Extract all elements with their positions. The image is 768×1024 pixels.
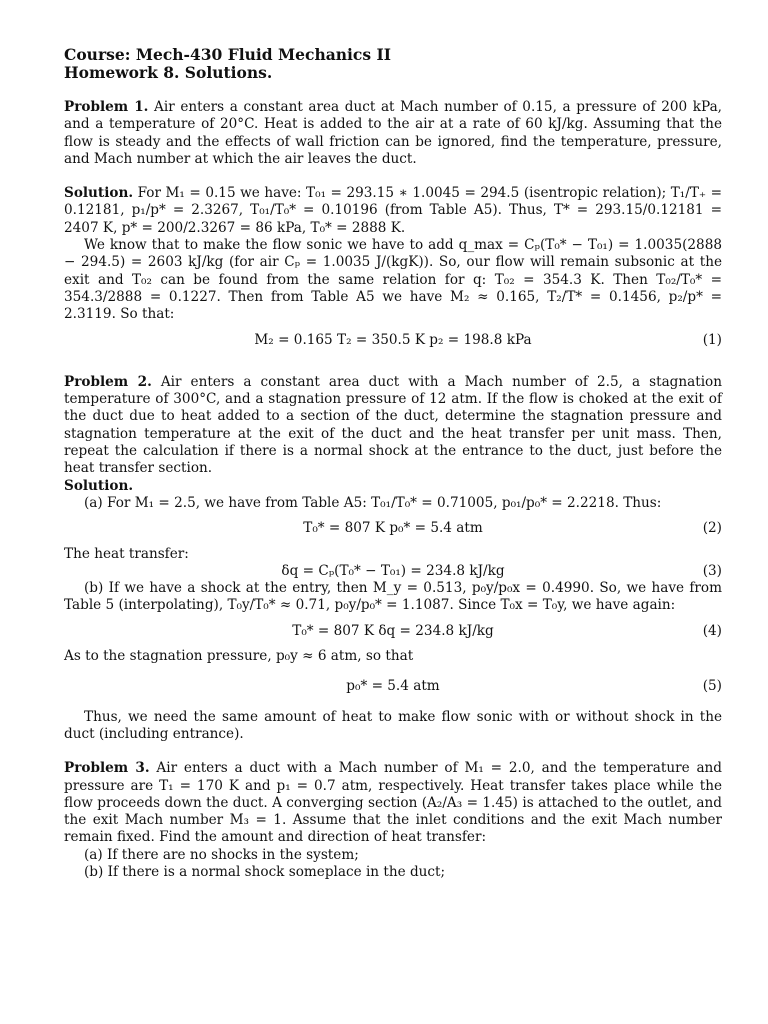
equation-5-expression: p₀* = 5.4 atm <box>346 678 440 695</box>
course-title: Course: Mech-430 Fluid Mechanics II <box>64 45 391 64</box>
equation-5 <box>64 678 722 695</box>
equation-1-expression: M₂ = 0.165 T₂ = 350.5 K p₂ = 198.8 kPa <box>254 331 532 348</box>
problem-1 <box>64 99 722 349</box>
solution-1-paragraph-2: We know that to make the flow sonic we have to add q_max = Cₚ(T₀* − T₀₁) = 1.0035(2888 − 294.5) = 2603 kJ/kg (for air Cₚ = 1.0035 J/(kgK)). So, our flow will remain subsonic at the exit and T₀₂ can be found from the same relation for q: T₀₂ = 354.3 K. Then T₀₂/T₀* = 354.3/2888 = 0.1227. Then from Table A5 we have M₂ ≈ 0.165, T₂/T* = 0.1456, p₂/p* = 2.3119. So that: <box>64 237 722 323</box>
equation-3-number: (3) <box>702 562 722 579</box>
problem-1-statement <box>64 99 722 168</box>
homework-title: Homework 8. Solutions. <box>64 63 273 82</box>
solution-2-conclusion: Thus, we need the same amount of heat to make flow sonic with or without shock in the duct (including entrance). <box>64 708 722 742</box>
problem-2-solution-heading: Solution. <box>64 477 134 494</box>
equation-4-expression: T₀* = 807 K δq = 234.8 kJ/kg <box>292 622 494 639</box>
equation-2-expression: T₀* = 807 K p₀* = 5.4 atm <box>303 520 483 537</box>
equation-5-number: (5) <box>702 678 722 695</box>
problem-3-text: Air enters a duct with a Mach number of M₁ = 2.0, and the temperature and pressure are T₁ = 170 K and p₁ = 0.7 atm, respectively. Heat transfer takes place while the flow proceeds down the duct. A converging section (A₂/A₃ = 1.45) is attached to the outlet, and the exit Mach number M₃ = 1. Assume that the inlet conditions and the exit Mach number remain fixed. Find the amount and direction of heat transfer: <box>64 760 723 846</box>
problem-2 <box>64 374 722 743</box>
stagnation-pressure-text: As to the stagnation pressure, p₀y ≈ 6 atm, so that <box>64 648 414 665</box>
problem-3-label: Problem 3. <box>64 760 150 777</box>
equation-1 <box>64 332 722 349</box>
equation-2-number: (2) <box>702 520 722 537</box>
problem-1-text: Air enters a constant area duct at Mach number of 0.15, a pressure of 200 kPa, and a temperature of 20°C. Heat is added to the air at a rate of 60 kJ/kg. Assuming that the flow is steady and the effects of wall friction can be ignored, find the temperature, pressure, and Mach number at which the air leaves the duct. <box>64 99 722 167</box>
heat-transfer-label: The heat transfer: <box>64 545 189 562</box>
problem-3 <box>64 760 722 881</box>
problem-3-statement <box>64 760 722 846</box>
problem-2-label: Problem 2. <box>64 373 152 390</box>
solution-1-label: Solution. <box>64 185 134 202</box>
page-header <box>64 46 722 82</box>
problem-2-statement <box>64 374 722 478</box>
document-page <box>64 46 722 881</box>
equation-4-number: (4) <box>702 622 722 639</box>
equation-1-number: (1) <box>702 331 722 348</box>
problem-3-item-a: (a) If there are no shocks in the system; <box>84 846 359 863</box>
problem-1-label: Problem 1. <box>64 99 149 115</box>
equation-2 <box>64 520 722 537</box>
equation-4 <box>64 623 722 640</box>
solution-2-part-a: (a) For M₁ = 2.5, we have from Table A5: T₀₁/T₀* = 0.71005, p₀₁/p₀* = 2.2218. Thus: <box>84 494 662 511</box>
problem-1-solution <box>64 185 722 237</box>
solution-1-text: For M₁ = 0.15 we have: T₀₁ = 293.15 ∗ 1.0045 = 294.5 (isentropic relation); T₁/T₊ = 0.12181, p₁/p* = 2.3267, T₀₁/T₀* = 0.10196 (from Table A5). Thus, T* = 293.15/0.12181 = 2407 K, p* = 200/2.3267 = 86 kPa, T₀* = 2888 K. <box>64 185 723 236</box>
equation-3 <box>64 563 722 580</box>
problem-3-item-b: (b) If there is a normal shock someplace in the duct; <box>84 863 446 880</box>
solution-2-part-b: (b) If we have a shock at the entry, then M_y = 0.513, p₀y/p₀x = 0.4990. So, we have from Table 5 (interpolating), T₀y/T₀* ≈ 0.71, p₀y/p₀* = 1.1087. Since T₀x = T₀y, we have again: <box>64 580 722 614</box>
problem-2-text: Air enters a constant area duct with a Mach number of 2.5, a stagnation temperature of 300°C, and a stagnation pressure of 12 atm. If the flow is choked at the exit of the duct due to heat added to a section of the duct, determine the stagnation pressure and stagnation temperature at the exit of the duct and the heat transfer per unit mass. Then, repeat the calculation if there is a normal shock at the entrance to the duct, just before the heat transfer section. <box>64 373 722 477</box>
solution-2-label: Solution <box>64 477 129 494</box>
equation-3-expression: δq = Cₚ(T₀* − T₀₁) = 234.8 kJ/kg <box>281 562 505 579</box>
